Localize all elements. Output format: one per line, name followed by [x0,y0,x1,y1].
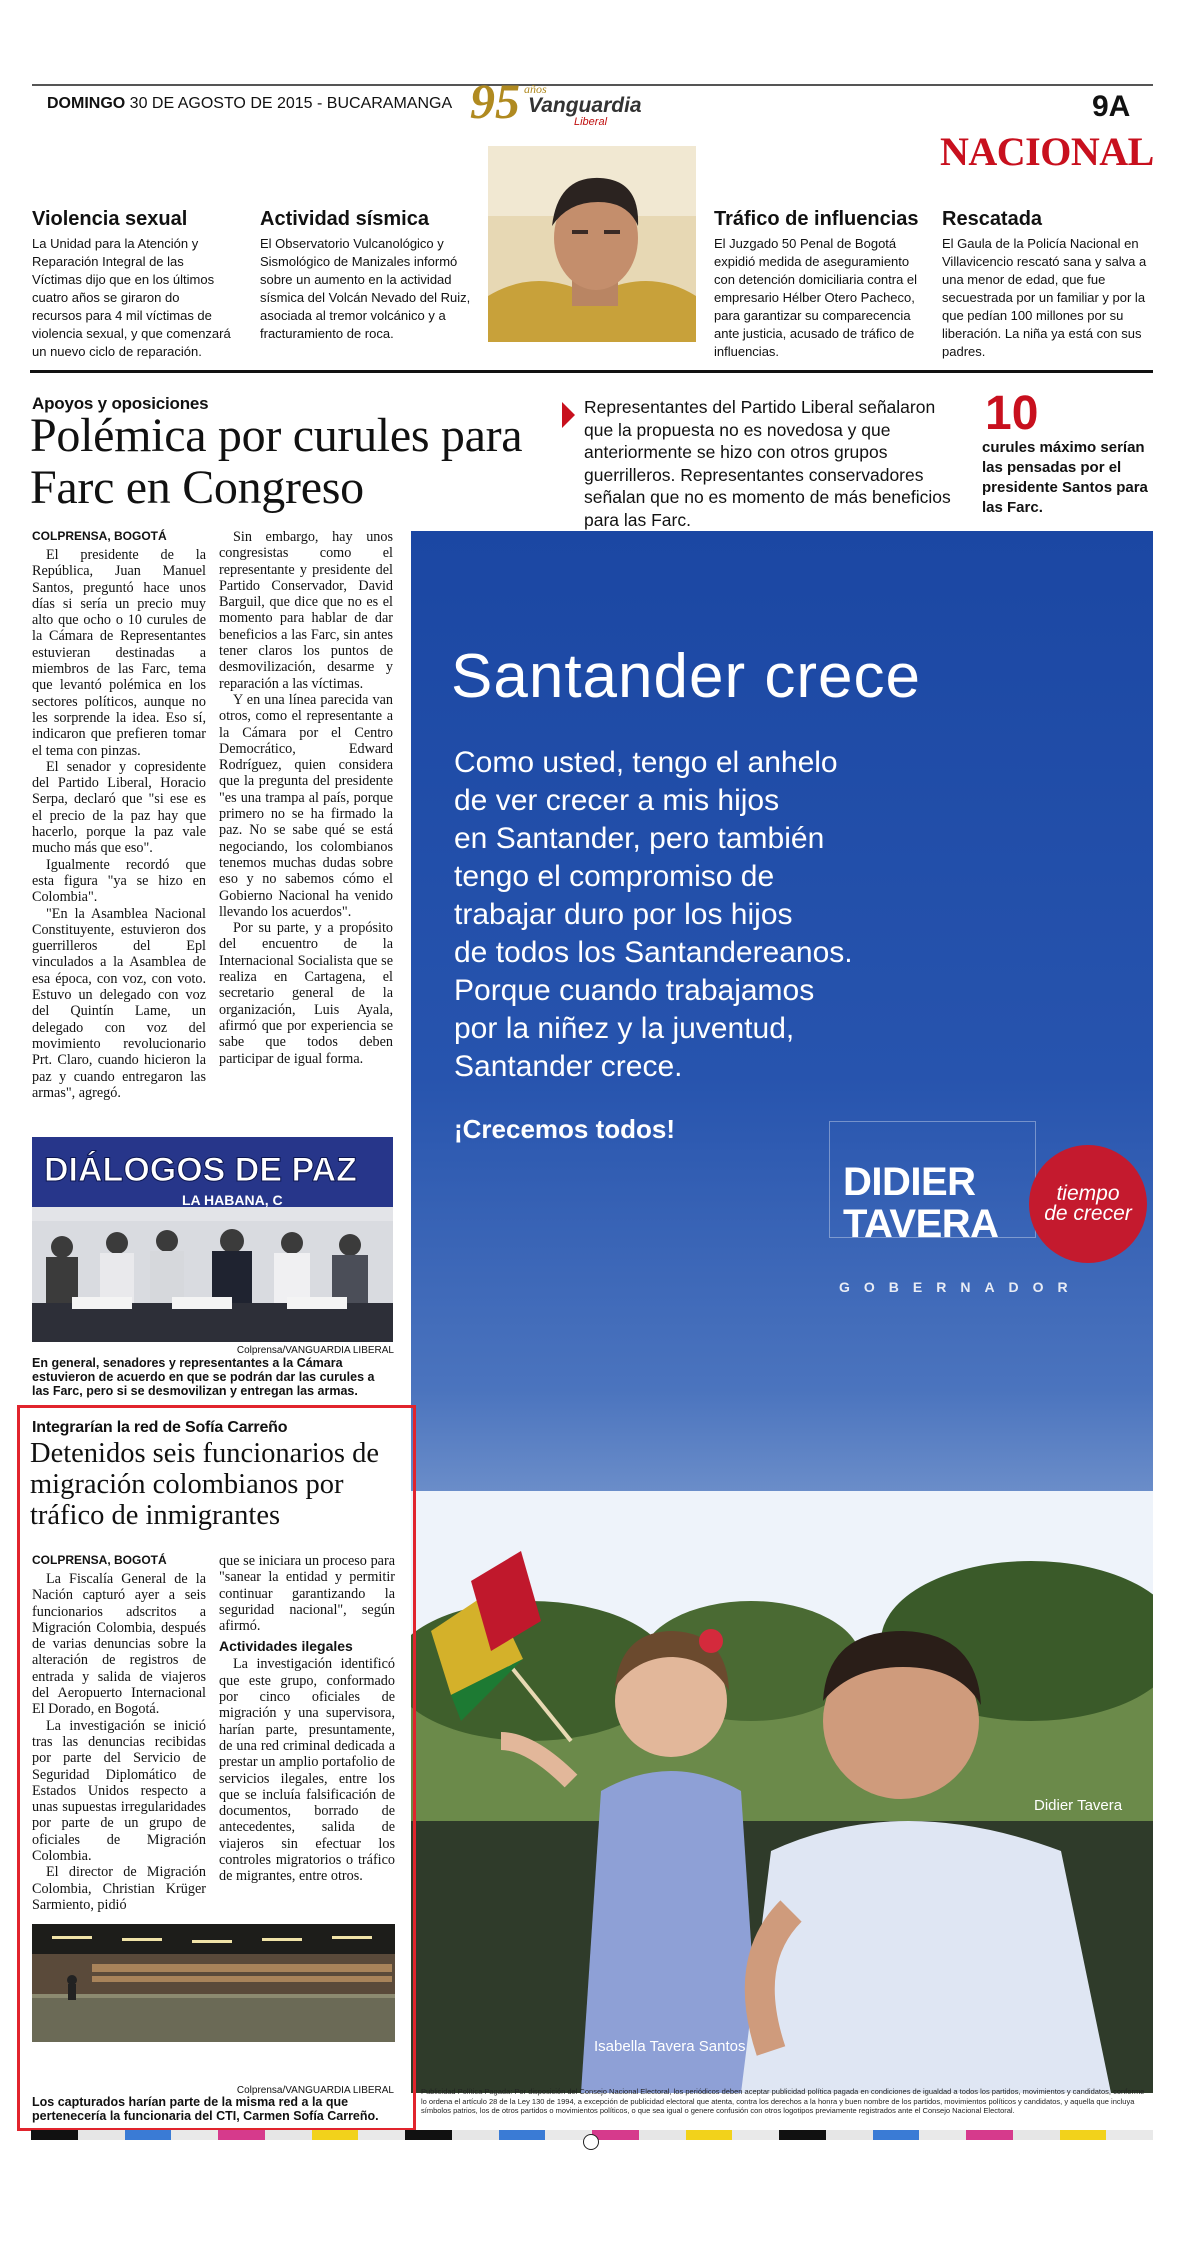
political-ad [411,531,1153,2093]
story1-column-1 [32,529,206,1101]
ad-body-line: Porque cuando trabajamos [454,974,815,1007]
section-title: NACIONAL [940,129,1154,174]
brief-title: Rescatada [942,208,1043,230]
logo-anos: años [524,82,547,96]
story2-byline: COLPRENSA, BOGOTÁ [32,1553,167,1567]
ad-body-line: en Santander, pero también [454,822,825,855]
paragraph: que se iniciara un proceso para "sanear la entidad y permitir continuar garantizando la seguridad nacional", según afirmó. [219,1553,395,1635]
story1-column-2 [219,529,393,1067]
photo-banner-text: DIÁLOGOS DE PAZ [44,1151,357,1189]
masthead-date-city: 30 DE AGOSTO DE 2015 - BUCARAMANGA [129,95,453,112]
brief-violencia [32,208,232,361]
ad-legal-notice: Publicidad Política Pagada: Por disposición del Consejo Nacional Electoral, los periódicos deben aceptar publicidad política pagada en condiciones de igualdad a todos los partidos, movimientos y candidatos, conforme lo ordena el artículo 28 de la Ley 130 de 1994, a excepción de publicidad electoral que atenta, contra los derechos a la honra y buen nombre de los partidos, movimientos políticos y candidatos, y aquella que incluya símbolos patrios, los de otros partidos o movimientos políticos, o que sea igual o genere confusión con otros logotipos previamente registrados ante el Consejo Nacional Electoral. [421,2087,1145,2115]
slogan-badge [1029,1145,1147,1263]
photo1-illustration [32,1137,393,1342]
photo-label-father: Didier Tavera [1034,1797,1123,1814]
dialogos-de-paz-photo [32,1137,393,1342]
photo-banner-sub: LA HABANA, C [182,1192,283,1208]
story1-byline: COLPRENSA, BOGOTÁ [32,529,167,543]
ad-body-line: trabajar duro por los hijos [454,898,793,931]
portrait-illustration [488,146,696,342]
paragraph: Igualmente recordó que esta figura "ya se hizo en Colombia". [32,856,206,906]
logo-sub: Liberal [574,116,608,128]
brief-text: El Juzgado 50 Penal de Bogotá expidió medida de aseguramiento con detención domiciliaria contra el empresario Hélber Otero Pacheco, para garantizar su comparecencia ante justicia, acusado de tráfico de influencias. [714,236,918,359]
masthead-date [47,95,452,113]
brief-rescatada [942,208,1153,361]
photo-label-child: Isabella Tavera Santos [594,2038,746,2055]
masthead-day: DOMINGO [47,95,126,112]
logo-anniversary-number: 95 [470,73,520,129]
photo1-caption: En general, senadores y representantes a la Cámara estuvieron de acuerdo en que se podrán dar las curules a las Farc, pero si se desmovilizan y entregan las armas. [32,1356,375,1398]
ad-family-photo [411,1491,1153,2093]
photo2-credit: Colprensa/VANGUARDIA LIBERAL [236,2085,394,2096]
registration-mark-icon [583,2134,599,2150]
stat-number: 10 [985,387,1039,440]
paragraph: El director de Migración Colombia, Christian Krüger Sarmiento, pidió [32,1864,206,1913]
candidate-logo [829,1121,1149,1295]
candidate-last-name: TAVERA [843,1202,999,1246]
badge-line: de crecer [1044,1202,1132,1225]
story2-subhead: Actividades ilegales [219,1638,353,1655]
ad-body-line: por la niñez y la juventud, [454,1012,795,1045]
ad-body-line: de ver crecer a mis hijos [454,784,780,817]
badge-line: tiempo [1056,1182,1120,1205]
brief-title: Actividad sísmica [260,208,429,230]
paragraph: Por su parte, y a propósito del encuentro de la Internacional Socialista que se realiza en Cartagena, el secretario general de la organización, Luis Ayala, afirmó que por experiencia se sabe que todos deben participar de igual forma. [219,920,393,1067]
newspaper-logo [470,74,660,134]
story1-kicker: Apoyos y oposiciones [32,394,209,413]
brief-title: Violencia sexual [32,208,188,230]
story2-column-2 [219,1553,395,1885]
brief-sismica [260,208,472,343]
brief-text: La Unidad para la Atención y Reparación Integral de las Víctimas dijo que en los últimos cuatro años se giraron do recursos para 4 mil víctimas de violencia sexual, y que comenzará un nuevo ciclo de reparación. [32,236,231,359]
photo2-illustration [32,1924,395,2042]
ad-title: Santander crece [451,642,921,711]
brief-text: El Observatorio Vulcanológico y Sismológico de Manizales informó sobre un aumento en la actividad sísmica del Volcán Nevado del Ruiz, asociada al tremor volcánico y a fracturamiento de roca. [260,236,471,341]
paragraph: La investigación se inició tras las denuncias recibidas por parte del Servicio de Seguridad Diplomático de Estados Unidos respecto a unas supuestas irregularidades por parte de un grupo de oficiales de Migración Colombia. [32,1717,206,1865]
candidate-name [843,1161,999,1245]
paragraph: El senador y copresidente del Partido Liberal, Horacio Serpa, declaró que "si ese es el precio de la paz hay que hacerlo, porque la paz vale mucho más que eso". [32,758,206,857]
section-divider [30,370,1153,373]
airport-photo [32,1924,395,2042]
paragraph: La investigación identificó que este grupo, conformado por cinco oficiales de migración y una supervisora, harían parte, presuntamente, de una red criminal dedicada a prestar un amplio portafolio de servicios ilegales, entre los que se incluía falsificación de documentos, borrado de antecedentes, salida de viajeros sin efectuar los controles migratorios o tráfico de migrantes, entre otros. [219,1656,395,1885]
candidate-first-name: DIDIER [843,1160,976,1204]
brief-portrait-photo [488,146,696,342]
ad-body-line: Como usted, tengo el anhelo [454,746,838,779]
paragraph: Y en una línea parecida van otros, como el representante a la Cámara por el Centro Democrático, Edward Rodríguez, quien considera que la pregunta del presidente "es una trampa al país, porque primero no se ha firmado la paz. No se sabe qué se está negociando, los colombianos tenemos muchas dudas sobre eso y no sabemos cómo el Gobierno Nacional ha venido llevando los acuerdos". [219,691,393,920]
story1-deck: Representantes del Partido Liberal señalaron que la propuesta no es novedosa y que anteriormente se hizo con otros grupos guerrilleros. Representantes conservadores señalan que no es momento de más beneficios para las Farc. [584,397,951,530]
page-number: 9A [1092,90,1131,123]
stat-text: curules máximo serían las pensadas por el presidente Santos para las Farc. [982,439,1148,516]
paragraph: El presidente de la República, Juan Manuel Santos, preguntó hace unos días si sería un precio muy alto que ocho o 10 curules de la Cámara de Representantes estuvieran destinadas a miembros de las Farc, tema que levantó polémica en los sectores políticos, aunque no les sorprende la idea. Eso sí, indicaron que prefieren tomar el tema con pinzas. [32,547,206,759]
story2-headline: Detenidos seis funcionarios de migración colombianos por tráfico de inmigrantes [30,1438,380,1531]
ad-cta: ¡Crecemos todos! [454,1114,676,1144]
ad-body-line: tengo el compromiso de [454,860,775,893]
paragraph: La Fiscalía General de la Nación capturó ayer a seis funcionarios adscritos a Migración Colombia, después de varias denuncias sobre la alteración de registros de entrada y salida de viajeros del Aeropuerto Internacional El Dorado, en Bogotá. [32,1571,206,1718]
brief-text: El Gaula de la Policía Nacional en Villavicencio rescató sana y salva a una menor de edad, que fue secuestrada por un familiar y por la que pedían 100 millones por su liberación. La niña ya está con sus padres. [942,236,1147,359]
story2-column-1 [32,1553,206,1913]
brief-trafico [714,208,919,361]
paragraph: Sin embargo, hay unos congresistas como el representante y presidente del Partido Conservador, David Barguil, que dice que no es el momento para hablar de dar beneficios a las Farc, sin antes tener claros los puntos de desmovilización, desarme y reparación a las víctimas. [219,529,393,692]
photo2-caption: Los capturados harían parte de la misma red a la que pertenecería la funcionaria del CTI, Carmen Sofía Carreño. [32,2095,379,2123]
logo-name: Vanguardia [528,94,642,117]
ad-body [454,744,1014,1086]
brief-title: Tráfico de influencias [714,208,919,230]
story2-kicker: Integrarían la red de Sofía Carreño [32,1419,288,1436]
ad-body-line: Santander crece. [454,1050,683,1083]
deck-arrow-icon [562,402,575,428]
story1-headline: Polémica por curules para Farc en Congreso [30,409,523,514]
photo1-credit: Colprensa/VANGUARDIA LIBERAL [236,1345,394,1356]
ad-body-line: de todos los Santandereanos. [454,936,853,969]
office-label: GOBERNADOR [839,1279,1082,1295]
paragraph: "En la Asamblea Nacional Constituyente, estuvieron dos guerrilleros del Epl vinculados a la Asamblea de esa época, con voz, con voto. Estuvo un delegado con voz del Quintín Lame, un delegado con voz del movimiento revolucionario Prt. Claro, cuando hicieron la paz y cuando entregaron las armas", agregó. [32,905,206,1101]
